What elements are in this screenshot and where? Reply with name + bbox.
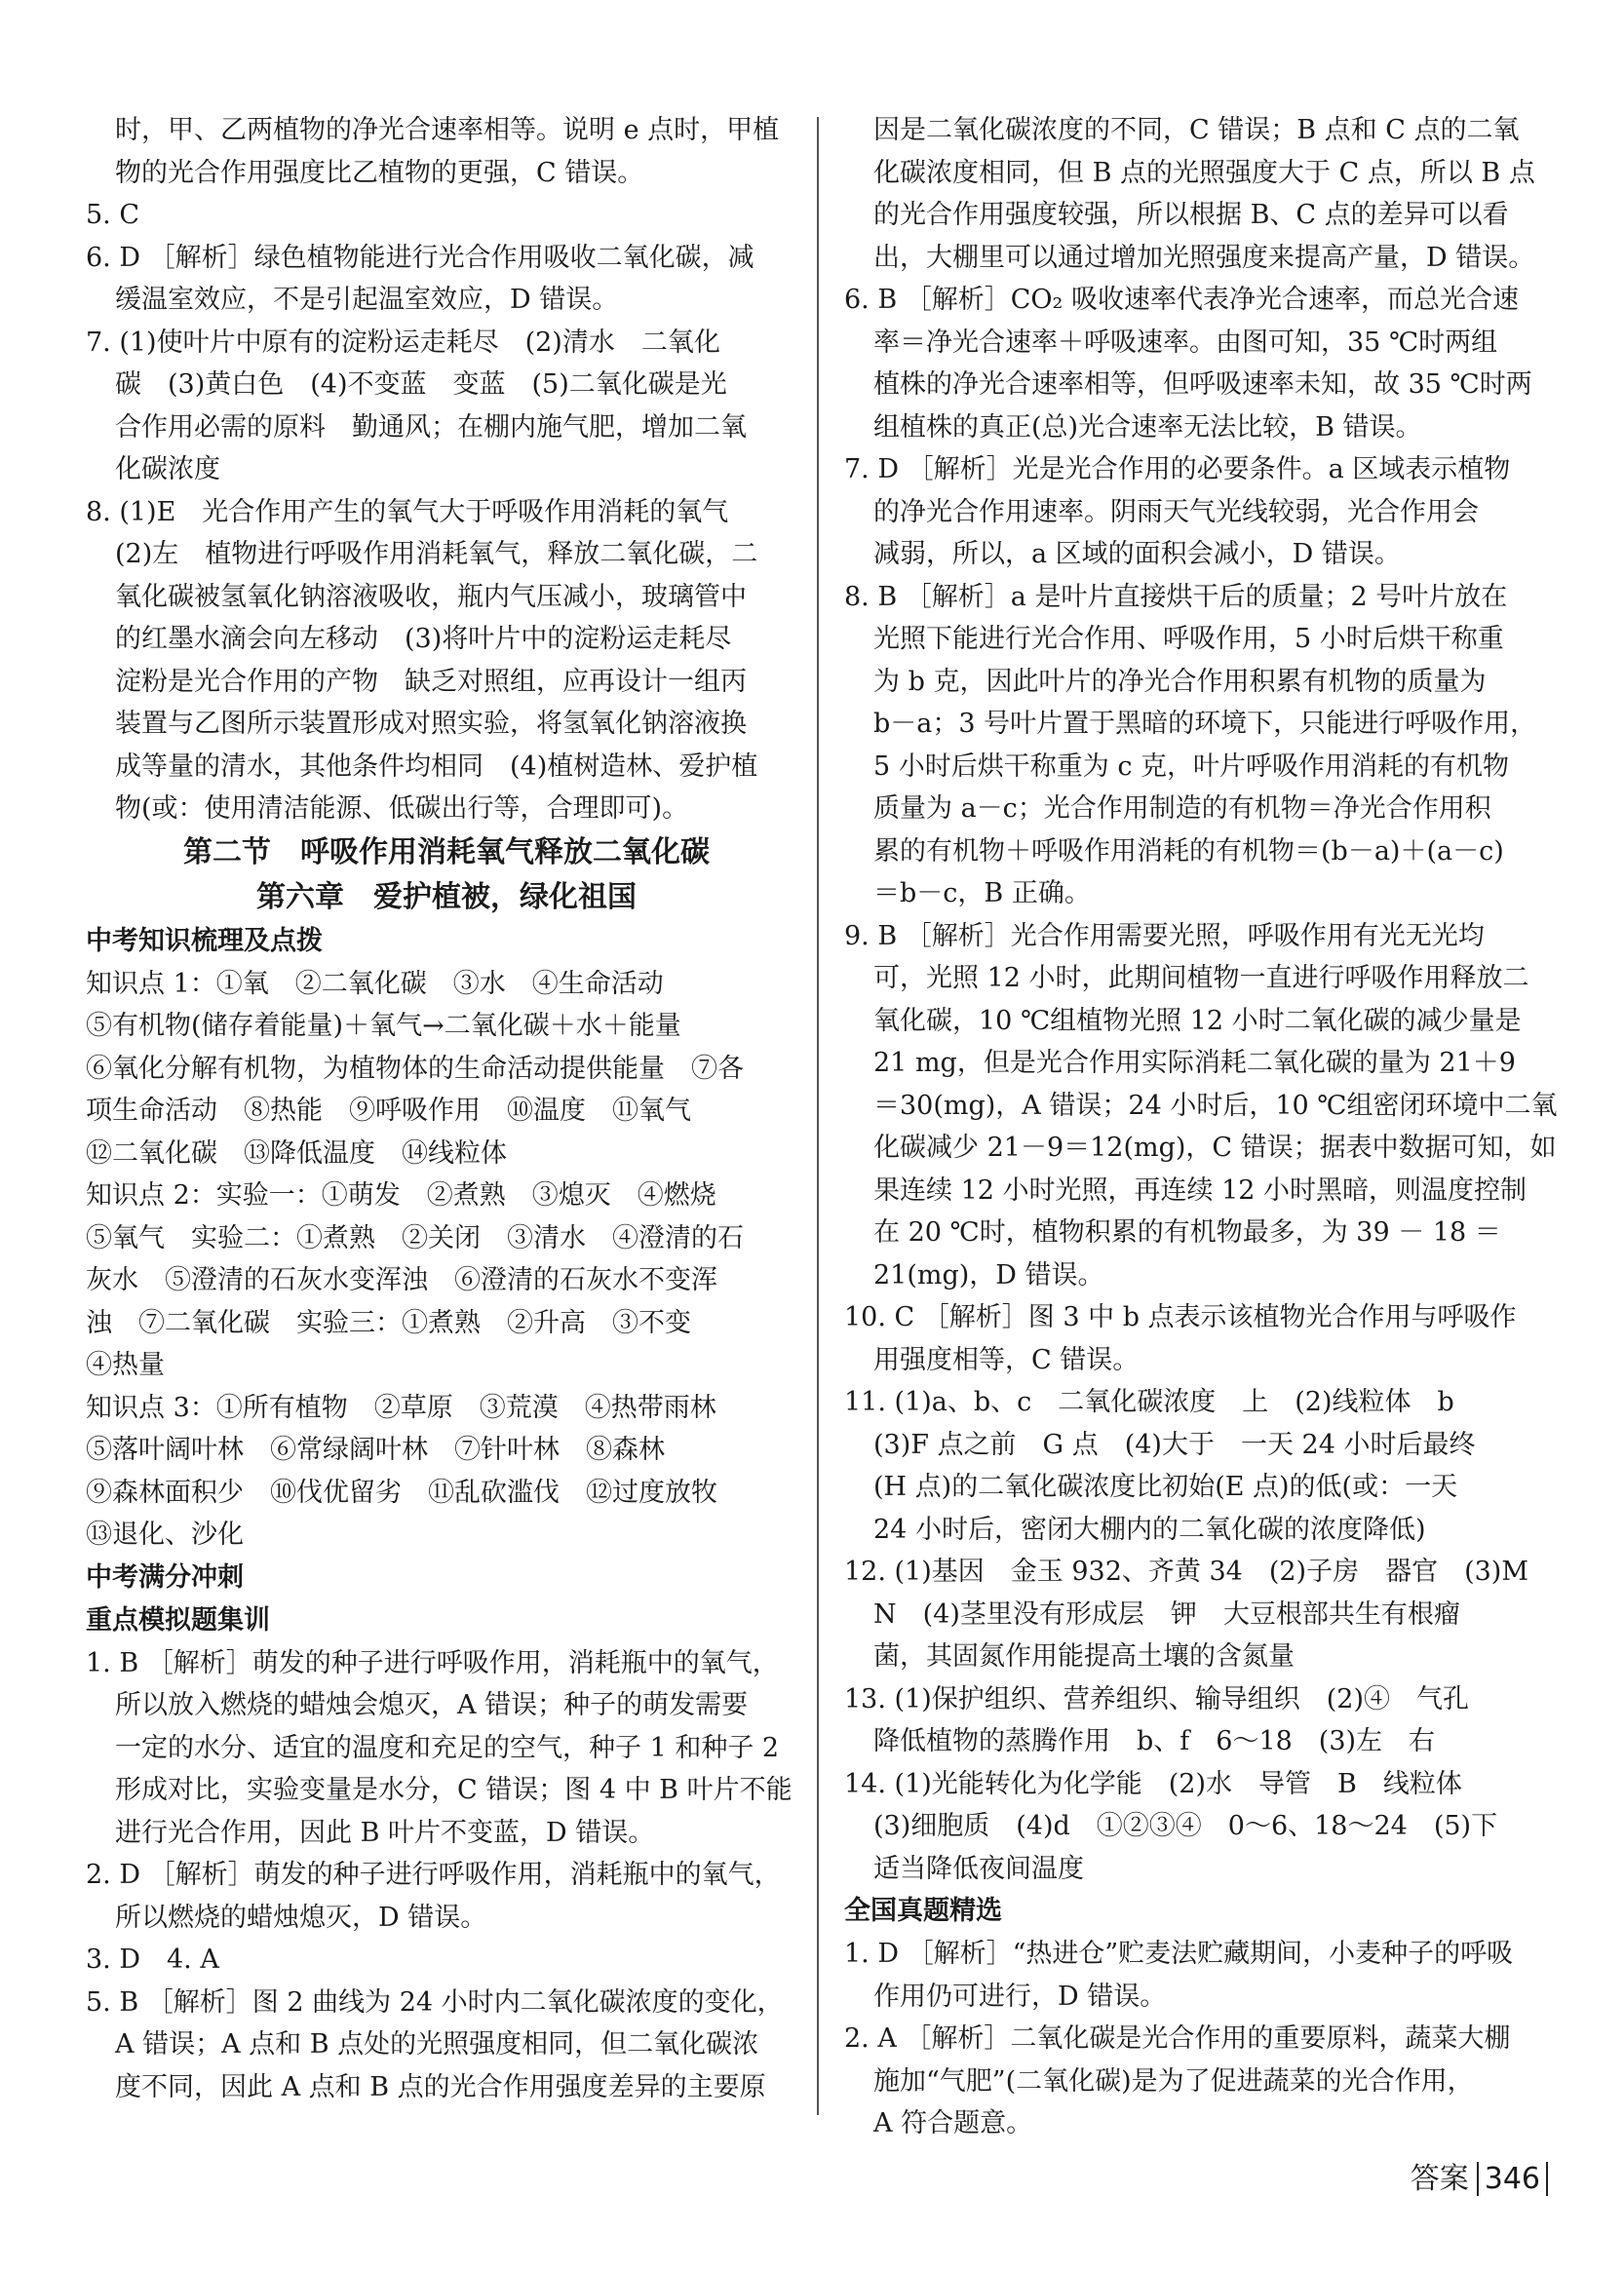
text-line: 光照下能进行光合作用、呼吸作用，5 小时后烘干称重 — [873, 624, 1504, 654]
text-line: ＝b－c，B 正确。 — [873, 878, 1091, 908]
text-line: 成等量的清水，其他条件均相同 (4)植树造林、爱护植 — [115, 751, 758, 782]
text-line: 化碳浓度相同，但 B 点的光照强度大于 C 点，所以 B 点 — [873, 157, 1535, 188]
subheading: 中考满分冲刺 — [86, 1561, 244, 1593]
knowledge-point-1: 知识点 1：①氧 ②二氧化碳 ③水 ④生命活动 — [86, 968, 664, 999]
question-11: 11. (1)a、b、c 二氧化碳浓度 上 (2)线粒体 b — [844, 1387, 1454, 1417]
text-line: 时，甲、乙两植物的净光合速率相等。说明 e 点时，甲植 — [115, 115, 780, 145]
question-6: 6. B ［解析］CO₂ 吸收速率代表净光合速率，而总光合速 — [844, 285, 1519, 315]
text-line: 一定的水分、适宜的温度和充足的空气，种子 1 和种子 2 — [115, 1732, 780, 1763]
text-line: 24 小时后，密闭大棚内的二氧化碳的浓度降低) — [873, 1514, 1426, 1545]
text-line: 合作用必需的原料 勤通风；在棚内施气肥，增加二氧 — [115, 411, 747, 443]
text-line: 率＝净光合速率＋呼吸速率。由图可知，35 ℃时两组 — [873, 327, 1498, 358]
text-line: A 符合题意。 — [873, 2108, 1033, 2138]
question-7: 7. D ［解析］光是光合作用的必要条件。a 区域表示植物 — [844, 454, 1511, 484]
subheading: 重点模拟题集训 — [86, 1604, 270, 1636]
text-line: ⑬退化、沙化 — [86, 1520, 244, 1550]
text-line: 所以放入燃烧的蜡烛会熄灭，A 错误；种子的萌发需要 — [115, 1690, 749, 1720]
text-line: 用强度相等，C 错误。 — [873, 1344, 1140, 1375]
text-line: ⑥氧化分解有机物，为植物体的生命活动提供能量 ⑦各 — [86, 1053, 744, 1084]
text-line: 植株的净光合速率相等，但呼吸速率未知，故 35 ℃时两 — [873, 369, 1532, 400]
question-12: 12. (1)基因 金玉 932、齐黄 34 (2)子房 器官 (3)M — [844, 1557, 1528, 1587]
knowledge-point-2: 知识点 2：实验一：①萌发 ②煮熟 ③熄灭 ④燃烧 — [86, 1180, 716, 1211]
text-line: 氧化碳，10 ℃组植物光照 12 小时二氧化碳的减少量是 — [873, 1005, 1522, 1036]
text-line: 21 mg，但是光合作用实际消耗二氧化碳的量为 21＋9 — [873, 1048, 1516, 1078]
chapter-heading: 第六章 爱护植被，绿化祖国 — [256, 879, 637, 914]
question-10: 10. C ［解析］图 3 中 b 点表示该植物光合作用与呼吸作 — [844, 1302, 1517, 1332]
text-line: ＝30(mg)，A 错误；24 小时后，10 ℃组密闭环境中二氧 — [873, 1090, 1558, 1121]
text-line: 果连续 12 小时光照，再连续 12 小时黑暗，则温度控制 — [873, 1175, 1527, 1206]
question-8: 8. B ［解析］a 是叶片直接烘干后的质量；2 号叶片放在 — [844, 581, 1508, 612]
text-line: ⑤氧气 实验二：①煮熟 ②关闭 ③清水 ④澄清的石 — [86, 1222, 744, 1253]
text-line: 缓温室效应，不是引起温室效应，D 错误。 — [115, 285, 619, 315]
text-line: 在 20 ℃时，植物积累的有机物最多，为 39 － 18 ＝ — [873, 1217, 1501, 1248]
text-line: 降低植物的蒸腾作用 b、f 6～18 (3)左 右 — [873, 1726, 1436, 1756]
text-line: 淀粉是光合作用的产物 缺乏对照组，应再设计一组丙 — [115, 666, 747, 697]
footer-label: 答案 — [1410, 2162, 1469, 2196]
text-line: ⑨森林面积少 ⑩伐优留劣 ⑪乱砍滥伐 ⑫过度放牧 — [86, 1477, 717, 1508]
text-line: A 错误；A 点和 B 点处的光照强度相同，但二氧化碳浓 — [115, 2029, 759, 2060]
text-line: 氧化碳被氢氧化钠溶液吸收，瓶内气压减小，玻璃管中 — [115, 581, 747, 612]
question-9: 9. B ［解析］光合作用需要光照，呼吸作用有光无光均 — [844, 920, 1485, 951]
text-line: 21(mg)，D 错误。 — [873, 1259, 1104, 1290]
knowledge-point-3: 知识点 3：①所有植物 ②草原 ③荒漠 ④热带雨林 — [86, 1392, 716, 1423]
section-heading: 第二节 呼吸作用消耗氧气释放二氧化碳 — [183, 834, 710, 869]
national-question-1: 1. D ［解析］“热进仓”贮麦法贮藏期间，小麦种子的呼吸 — [844, 1939, 1514, 1969]
subheading: 中考知识梳理及点拨 — [86, 925, 323, 956]
text-line: 的红墨水滴会向左移动 (3)将叶片中的淀粉运走耗尽 — [115, 624, 732, 654]
text-line: 进行光合作用，因此 B 叶片不变蓝，D 错误。 — [115, 1817, 655, 1848]
text-line: (H 点)的二氧化碳浓度比初始(E 点)的低(或：一天 — [873, 1472, 1458, 1502]
text-line: 菌，其固氮作用能提高土壤的含氮量 — [873, 1641, 1295, 1672]
text-line: 项生命活动 ⑧热能 ⑨呼吸作用 ⑩温度 ⑪氧气 — [86, 1096, 691, 1126]
page-number: 346 — [1477, 2162, 1548, 2196]
answer-6: 6. D ［解析］绿色植物能进行光合作用吸收二氧化碳，减 — [86, 242, 754, 273]
text-line: 物的光合作用强度比乙植物的更强，C 错误。 — [115, 157, 644, 188]
question-3-4: 3. D 4. A — [86, 1945, 219, 1975]
text-line: ⑫二氧化碳 ⑬降低温度 ⑭线粒体 — [86, 1137, 507, 1169]
text-line: 物(或：使用清洁能源、低碳出行等，合理即可)。 — [115, 793, 689, 824]
text-line: 的净光合作用速率。阴雨天气光线较弱，光合作用会 — [873, 496, 1479, 527]
text-line: b－a；3 号叶片置于黑暗的环境下，只能进行呼吸作用， — [873, 709, 1537, 739]
text-line: 5 小时后烘干称重为 c 克，叶片呼吸作用消耗的有机物 — [873, 751, 1510, 782]
text-line: 出，大棚里可以通过增加光照强度来提高产量，D 错误。 — [873, 242, 1535, 273]
answer-8: 8. (1)E 光合作用产生的氧气大于呼吸作用消耗的氧气 — [86, 496, 729, 527]
answer-5: 5. C — [86, 200, 140, 230]
text-line: 累的有机物＋呼吸作用消耗的有机物＝(b－a)＋(a－c) — [873, 835, 1504, 866]
text-line: (3)F 点之前 G 点 (4)大于 一天 24 小时后最终 — [873, 1429, 1476, 1460]
text-line: 可，光照 12 小时，此期间植物一直进行呼吸作用释放二 — [873, 963, 1529, 993]
text-line: 因是二氧化碳浓度的不同，C 错误；B 点和 C 点的二氧 — [873, 115, 1520, 145]
page-footer — [1411, 2154, 1548, 2197]
text-line: 适当降低夜间温度 — [873, 1853, 1084, 1884]
text-line: 装置与乙图所示装置形成对照实验，将氢氧化钠溶液换 — [115, 709, 747, 739]
question-5: 5. B ［解析］图 2 曲线为 24 小时内二氧化碳浓度的变化， — [86, 1986, 784, 2018]
text-line: 形成对比，实验变量是水分，C 错误；图 4 中 B 叶片不能 — [115, 1775, 793, 1805]
text-line: N (4)茎里没有形成层 钾 大豆根部共生有根瘤 — [873, 1598, 1460, 1630]
national-question-2: 2. A ［解析］二氧化碳是光合作用的重要原料，蔬菜大棚 — [844, 2023, 1511, 2054]
text-line: 施加“气肥”(二氧化碳)是为了促进蔬菜的光合作用， — [873, 2065, 1474, 2097]
text-line: ⑤落叶阔叶林 ⑥常绿阔叶林 ⑦针叶林 ⑧森林 — [86, 1435, 665, 1465]
text-line: 组植株的真正(总)光合速率无法比较，B 错误。 — [873, 411, 1422, 443]
subheading: 全国真题精选 — [844, 1896, 1002, 1926]
text-line: 化碳浓度 — [115, 454, 220, 484]
text-line: 化碳减少 21－9＝12(mg)，C 错误；据表中数据可知，如 — [873, 1133, 1557, 1163]
question-13: 13. (1)保护组织、营养组织、输导组织 (2)④ 气孔 — [844, 1683, 1470, 1714]
left-column — [86, 109, 807, 2108]
text-line: ⑤有机物(储存着能量)＋氧气→二氧化碳＋水＋能量 — [86, 1011, 681, 1041]
text-line: 灰水 ⑤澄清的石灰水变浑浊 ⑥澄清的石灰水不变浑 — [86, 1265, 717, 1295]
text-line: 质量为 a－c；光合作用制造的有机物＝净光合作用积 — [873, 793, 1491, 824]
answer-7: 7. (1)使叶片中原有的淀粉运走耗尽 (2)清水 二氧化 — [86, 327, 720, 358]
question-1: 1. B ［解析］萌发的种子进行呼吸作用，消耗瓶中的氧气， — [86, 1647, 779, 1678]
text-line: 所以燃烧的蜡烛熄灭，D 错误。 — [115, 1902, 487, 1933]
text-line: 减弱，所以，a 区域的面积会减小，D 错误。 — [873, 539, 1401, 569]
right-column — [844, 109, 1566, 2145]
text-line: (3)细胞质 (4)d ①②③④ 0～6、18～24 (5)下 — [873, 1811, 1498, 1841]
question-2: 2. D ［解析］萌发的种子进行呼吸作用，消耗瓶中的氧气， — [86, 1860, 781, 1890]
text-line: 度不同，因此 A 点和 B 点的光合作用强度差异的主要原 — [115, 2071, 766, 2102]
column-divider — [817, 117, 819, 2115]
text-line: ④热量 — [86, 1350, 165, 1380]
text-line: 浊 ⑦二氧化碳 实验三：①煮熟 ②升高 ③不变 — [86, 1307, 691, 1338]
text-line: 作用仍可进行，D 错误。 — [873, 1981, 1167, 2012]
question-14: 14. (1)光能转化为化学能 (2)水 导管 B 线粒体 — [844, 1768, 1462, 1799]
text-line: 碳 (3)黄白色 (4)不变蓝 变蓝 (5)二氧化碳是光 — [115, 369, 727, 400]
text-line: (2)左 植物进行呼吸作用消耗氧气，释放二氧化碳，二 — [115, 539, 758, 569]
text-line: 为 b 克，因此叶片的净光合作用积累有机物的质量为 — [873, 666, 1487, 697]
text-line: 的光合作用强度较强，所以根据 B、C 点的差异可以看 — [873, 200, 1509, 230]
